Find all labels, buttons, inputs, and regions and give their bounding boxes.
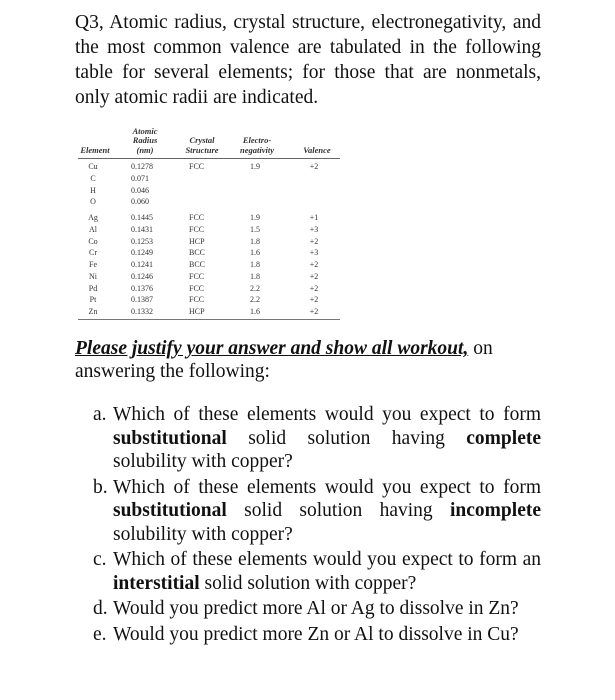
question-item <box>93 403 541 474</box>
table-row <box>78 259 340 271</box>
question-text: Which of these elements would you expect to form <box>113 476 541 498</box>
table-header <box>78 124 340 159</box>
question-list <box>93 403 541 648</box>
header-electro-line: Electro- <box>242 135 272 145</box>
cell-element: Al <box>89 224 97 234</box>
question-text: Would you predict more Al or Ag to dissolve in Zn? <box>113 598 519 619</box>
cell-structure: FCC <box>189 224 205 234</box>
cell-structure: FCC <box>189 213 205 222</box>
table-row <box>78 247 340 259</box>
cell-element: Cu <box>88 162 98 171</box>
question-intro: Q3, Atomic radius, crystal structure, electronegativity, and the most common valence are tabulated in the following table for several elements; for those that are nonmetals, only atomic radii are indicated. <box>75 12 541 108</box>
cell-valence: +3 <box>309 248 319 258</box>
cell-radius: 0.1332 <box>131 307 153 316</box>
table-row <box>78 185 340 197</box>
cell-structure: BCC <box>189 248 206 258</box>
header-structure-line: Crystal <box>189 135 215 145</box>
cell-element: Co <box>88 236 98 246</box>
cell-valence: +2 <box>309 236 319 246</box>
cell-element: Pd <box>88 283 98 293</box>
cell-radius: 0.1445 <box>131 213 153 222</box>
cell-valence: +1 <box>309 213 319 222</box>
question-keyword: substitutional <box>113 500 227 521</box>
cell-structure: HCP <box>189 236 205 246</box>
table-bottom-rule <box>78 319 340 320</box>
question-text: Would you predict more Zn or Al to dissolve in Cu? <box>113 623 519 645</box>
question-label: d. <box>93 598 108 619</box>
question-label: e. <box>93 623 107 645</box>
cell-valence: +2 <box>309 271 319 281</box>
cell-element: Ni <box>89 271 97 281</box>
cell-electronegativity: 1.9 <box>250 213 260 222</box>
cell-structure: BCC <box>189 260 206 269</box>
cell-radius: 0.1249 <box>131 248 153 258</box>
cell-electronegativity: 1.9 <box>250 162 260 171</box>
cell-valence: +2 <box>309 162 319 171</box>
question-text: Which of these elements would you expect to form <box>113 404 541 425</box>
cell-electronegativity: 1.8 <box>250 271 260 281</box>
header-radius-line: Atomic <box>132 125 158 136</box>
question-keyword: complete <box>466 427 541 449</box>
cell-radius: 0.1387 <box>131 295 153 305</box>
cell-radius: 0.1253 <box>131 236 153 246</box>
instruction-rest: on answering the following: <box>75 338 493 382</box>
instruction-prompt <box>75 337 555 383</box>
question-keyword: interstitial <box>113 572 200 594</box>
question-text: solubility with copper? <box>113 523 293 545</box>
header-radius-line: (nm) <box>136 144 154 155</box>
cell-radius: 0.1431 <box>131 224 153 234</box>
header-electro-line: negativity <box>240 144 274 155</box>
header-radius <box>122 127 168 156</box>
cell-valence: +2 <box>309 283 319 293</box>
question-item <box>93 623 541 647</box>
cell-element: Cr <box>89 248 97 258</box>
cell-radius: 0.1241 <box>131 260 153 269</box>
header-element-text: Element <box>80 144 110 155</box>
cell-valence: +3 <box>309 224 319 234</box>
cell-radius: 0.1278 <box>131 162 153 171</box>
question-label: a. <box>93 404 107 425</box>
cell-electronegativity: 1.8 <box>250 260 260 269</box>
cell-electronegativity: 2.2 <box>250 295 260 305</box>
header-electronegativity <box>231 136 283 155</box>
table-row <box>78 173 340 185</box>
cell-radius: 0.1246 <box>131 271 153 281</box>
cell-valence: +2 <box>309 260 319 269</box>
cell-valence: +2 <box>309 307 319 316</box>
cell-radius: 0.046 <box>131 185 149 195</box>
table-row <box>78 306 340 318</box>
cell-electronegativity: 1.6 <box>250 307 260 316</box>
cell-radius: 0.060 <box>131 197 149 207</box>
table-row <box>78 196 340 208</box>
question-keyword: incomplete <box>450 500 541 521</box>
cell-structure: HCP <box>189 307 205 316</box>
question-item <box>93 548 541 595</box>
cell-element: C <box>90 173 96 183</box>
question-text: solid solution having <box>226 500 451 521</box>
header-structure-line: Structure <box>185 144 219 155</box>
element-property-table <box>78 124 340 320</box>
question-text: solubility with copper? <box>113 451 293 472</box>
cell-structure: FCC <box>189 283 205 293</box>
table-row <box>78 236 340 248</box>
cell-element: Ag <box>88 213 98 222</box>
cell-valence: +2 <box>309 295 319 305</box>
cell-element: Fe <box>89 260 97 269</box>
table-row <box>78 212 340 224</box>
header-structure <box>178 136 226 155</box>
cell-structure: FCC <box>189 271 205 281</box>
question-text: Which of these elements would you expect to form an <box>113 549 541 570</box>
instruction-emphasis: Please justify your answer and show all workout, <box>75 338 469 359</box>
header-valence-text: Valence <box>303 144 331 155</box>
question-text: solid solution having <box>226 427 467 449</box>
cell-electronegativity: 1.6 <box>250 248 260 258</box>
table-row <box>78 271 340 283</box>
header-radius-line: Radius <box>132 135 158 145</box>
cell-element: O <box>90 197 96 207</box>
question-text: solid solution with copper? <box>199 572 417 594</box>
question-item <box>93 476 541 547</box>
cell-element: Pt <box>89 295 97 305</box>
table-row <box>78 283 340 295</box>
question-label: b. <box>93 476 108 498</box>
table-body <box>78 161 340 318</box>
cell-element: Zn <box>88 307 98 316</box>
question-item <box>93 597 541 621</box>
header-valence <box>294 146 340 156</box>
table-row <box>78 294 340 306</box>
cell-radius: 0.071 <box>131 173 149 183</box>
cell-electronegativity: 2.2 <box>250 283 260 293</box>
header-element <box>78 146 112 156</box>
cell-structure: FCC <box>189 162 205 171</box>
table-row <box>78 161 340 173</box>
cell-electronegativity: 1.8 <box>250 236 260 246</box>
question-label: c. <box>93 549 107 570</box>
question-keyword: substitutional <box>113 427 227 449</box>
table-row <box>78 224 340 236</box>
cell-radius: 0.1376 <box>131 283 153 293</box>
cell-electronegativity: 1.5 <box>250 224 260 234</box>
cell-element: H <box>90 185 96 195</box>
cell-structure: FCC <box>189 295 205 305</box>
